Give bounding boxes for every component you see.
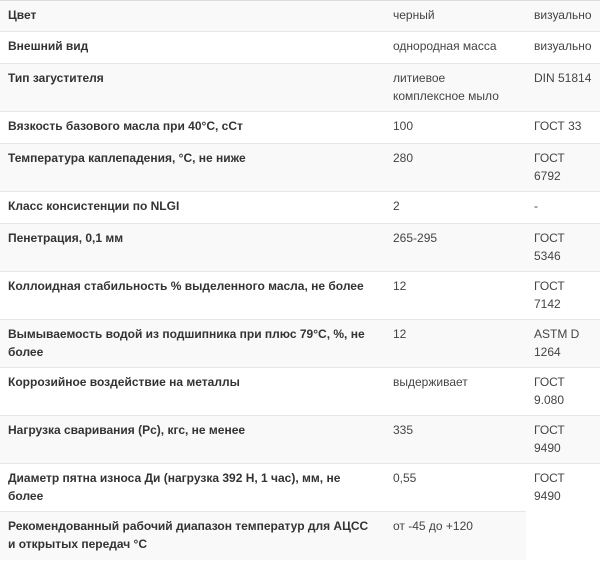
value-cell: 335: [385, 416, 526, 464]
method-cell: [526, 512, 600, 560]
method-cell: ГОСТ 6792: [526, 144, 600, 192]
method-cell: ГОСТ 9490: [526, 416, 600, 464]
method-cell: визуально: [526, 1, 600, 32]
method-cell: ASTM D 1264: [526, 320, 600, 368]
table-row: [0, 368, 600, 416]
parameter-cell: Класс консистенции по NLGI: [0, 192, 385, 224]
parameter-cell: Пенетрация, 0,1 мм: [0, 224, 385, 272]
table-row: [0, 112, 600, 144]
table-row: [0, 224, 600, 272]
table-row: [0, 512, 600, 560]
value-cell: 12: [385, 320, 526, 368]
value-cell: 2: [385, 192, 526, 224]
table-row: [0, 1, 600, 32]
method-cell: ГОСТ 9490: [526, 464, 600, 512]
parameter-cell: Коррозийное воздействие на металлы: [0, 368, 385, 416]
table-row: [0, 464, 600, 512]
value-cell: литиевое комплексное мыло: [385, 64, 526, 112]
value-cell: черный: [385, 1, 526, 32]
specifications-table-body: [0, 1, 600, 560]
value-cell: 100: [385, 112, 526, 144]
value-cell: 280: [385, 144, 526, 192]
table-row: [0, 272, 600, 320]
method-cell: ГОСТ 5346: [526, 224, 600, 272]
parameter-cell: Коллоидная стабильность % выделенного масла, не более: [0, 272, 385, 320]
value-cell: 0,55: [385, 464, 526, 512]
parameter-cell: Нагрузка сваривания (Рс), кгс, не менее: [0, 416, 385, 464]
value-cell: 12: [385, 272, 526, 320]
method-cell: -: [526, 192, 600, 224]
table-row: [0, 192, 600, 224]
value-cell: 265-295: [385, 224, 526, 272]
parameter-cell: Вязкость базового масла при 40°С, сСт: [0, 112, 385, 144]
value-cell: однородная масса: [385, 32, 526, 64]
parameter-cell: Температура каплепадения, °С, не ниже: [0, 144, 385, 192]
table-row: [0, 32, 600, 64]
parameter-cell: Тип загустителя: [0, 64, 385, 112]
parameter-cell: Внешний вид: [0, 32, 385, 64]
value-cell: от -45 до +120: [385, 512, 526, 560]
method-cell: DIN 51814: [526, 64, 600, 112]
table-row: [0, 416, 600, 464]
method-cell: ГОСТ 7142: [526, 272, 600, 320]
parameter-cell: Цвет: [0, 1, 385, 32]
method-cell: ГОСТ 33: [526, 112, 600, 144]
table-row: [0, 64, 600, 112]
method-cell: ГОСТ 9.080: [526, 368, 600, 416]
table-row: [0, 144, 600, 192]
table-row: [0, 320, 600, 368]
parameter-cell: Вымываемость водой из подшипника при плюс 79°С, %, не более: [0, 320, 385, 368]
method-cell: визуально: [526, 32, 600, 64]
value-cell: выдерживает: [385, 368, 526, 416]
parameter-cell: Рекомендованный рабочий диапазон температур для АЦСС и открытых передач °С: [0, 512, 385, 560]
parameter-cell: Диаметр пятна износа Ди (нагрузка 392 Н, 1 час), мм, не более: [0, 464, 385, 512]
